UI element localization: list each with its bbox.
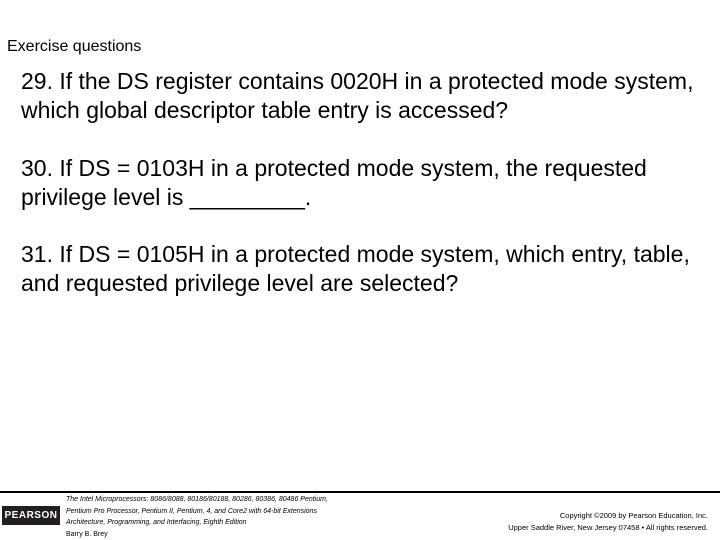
question-31: 31. If DS = 0105H in a protected mode system, which entry, table, and requested privilege level are selected? (21, 241, 690, 296)
question-30: 30. If DS = 0103H in a protected mode system, the requested privilege level is _________. (21, 155, 647, 210)
copyright-notice (408, 510, 708, 534)
pearson-logo: PEARSON (2, 506, 60, 525)
footer-divider (0, 491, 720, 493)
book-title-line-3: Architecture, Programming, and Interfacing, Eighth Edition (66, 519, 247, 526)
book-title-line-2: Pentium Pro Processor, Pentium II, Pentium, 4, and Core2 with 64-bit Extensions (66, 507, 317, 515)
slide-title: Exercise questions (7, 38, 142, 55)
book-citation (66, 494, 396, 540)
book-author: Barry B. Brey (66, 530, 108, 538)
question-29: 29. If the DS register contains 0020H in a protected mode system, which global descriptor table entry is accessed? (21, 68, 694, 123)
book-title-line-1: The Intel Microprocessors: 8086/8088, 80186/80188, 80286, 80386, 80486 Pentium, (66, 496, 328, 503)
copyright-line-1: Copyright ©2009 by Pearson Education, Inc. (559, 511, 708, 520)
copyright-line-2: Upper Saddle River, New Jersey 07458 • All rights reserved. (508, 523, 708, 532)
